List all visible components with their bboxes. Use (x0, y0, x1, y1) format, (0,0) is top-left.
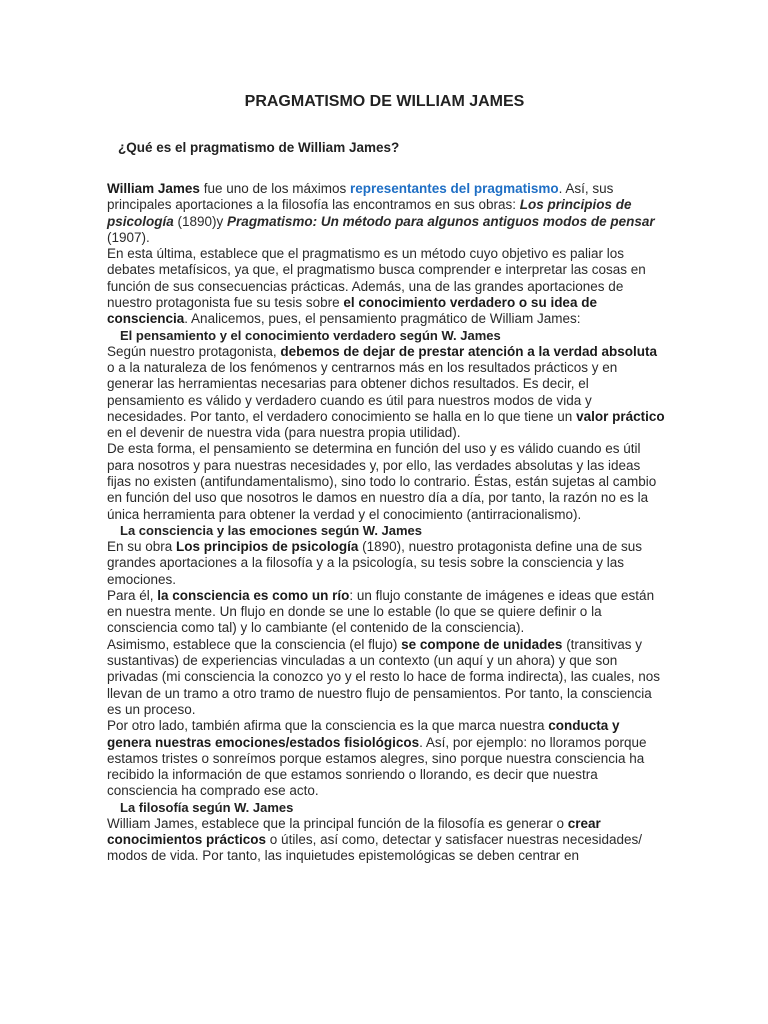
text-run: En su obra (107, 538, 177, 554)
bold-phrase: Los principios de psicología (176, 538, 359, 554)
author-name: William James (107, 181, 200, 196)
text-run: Según nuestro protagonista, (107, 343, 281, 359)
text-run: William James, establece que la principal función de la filosofía es generar o (107, 815, 568, 831)
text-run: Por otro lado, también afirma que la consciencia es la que marca nuestra (107, 718, 549, 734)
text-run: : un flujo constante de imágenes e ideas que están en nuestra mente. Un flujo en donde se une lo estable (lo que se quiere definir o la consciencia como tal) y lo cambiante (el contenido de la consciencia). (107, 587, 655, 636)
intro-paragraph-2 (107, 246, 667, 327)
text-run: . Así, por ejemplo: no lloramos porque estamos tristes o sonreímos porque estamos alegres, sino porque nuestra consciencia ha recibido la información de que estamos sonriendo o llorando, es decir que nuestra consciencia ha comprado ese acto. (107, 734, 647, 799)
text-run: . Así, sus principales aportaciones a la filosofía las encontramos en sus obras: (107, 181, 614, 213)
text-run: En esta última, establece que el pragmatismo es un método cuyo objetivo es paliar los debates metafísicos, ya que, el pragmatismo busca comprender e interpretar las cosas en función de sus consecuencias prácticas. Además, una de las grandes aportaciones de nuestro protagonista fue su tesis sobre (107, 246, 646, 311)
section-2-paragraph-1 (107, 539, 667, 588)
text-run: en el devenir de nuestra vida (para nuestra propia utilidad). (107, 425, 461, 441)
text-run: (transitivas y sustantivas) de experiencias vinculadas a un contexto (un aquí y un ahora) y que son privadas (mi consciencia la conozco yo y el resto lo hace de forma indirecta), las cuales, nos llevan de un tramo a otro tramo de nuestro flujo de pensamientos. Por tanto, la consciencia es un proceso. (107, 636, 661, 717)
book-title-2: Pragmatismo: Un método para algunos antiguos modos de pensar (227, 213, 655, 229)
bold-phrase: crear conocimientos prácticos (107, 815, 601, 847)
intro-paragraph-1 (107, 181, 667, 246)
text-run: Asimismo, establece que la consciencia (el flujo) (107, 636, 402, 652)
text-run: (1890)y (173, 213, 228, 229)
question-heading: ¿Qué es el pragmatismo de William James? (118, 140, 400, 155)
bold-phrase: valor práctico (576, 408, 665, 424)
section-2-paragraph-3 (107, 637, 667, 718)
section-1-heading: El pensamiento y el conocimiento verdadero según W. James (120, 327, 501, 343)
section-2-paragraph-2 (107, 588, 667, 637)
document-body (107, 181, 667, 865)
book-title-1: Los principios de psicología (107, 197, 632, 229)
bold-phrase: se compone de unidades (401, 636, 563, 652)
bold-phrase: el conocimiento verdadero o su idea de consciencia (107, 295, 597, 327)
section-3-paragraph-1 (107, 816, 667, 865)
section-2-paragraph-4 (107, 718, 667, 799)
section-1-paragraph-1 (107, 344, 667, 442)
text-run: fue uno de los máximos (199, 181, 351, 196)
text-run: Para él, (107, 587, 158, 603)
section-2-heading: La consciencia y las emociones según W. James (120, 522, 423, 538)
bold-phrase: conducta y genera nuestras emociones/estados fisiológicos (107, 718, 620, 750)
pragmatism-link[interactable]: representantes del pragmatismo (350, 181, 559, 196)
text-run: . Analicemos, pues, el pensamiento pragmático de William James: (184, 311, 581, 327)
section-3-heading: La filosofía según W. James (120, 799, 294, 815)
text-run: (1890), nuestro protagonista define una de sus grandes aportaciones a la filosofía y a la psicología, su tesis sobre la consciencia y las emociones. (107, 538, 643, 587)
text-run: (1907). (107, 229, 150, 245)
bold-phrase: debemos de dejar de prestar atención a la verdad absoluta (280, 343, 658, 359)
text-run: o a la naturaleza de los fenómenos y centrarnos más en los resultados prácticos y en generar las herramientas necesarias para obtener dichos resultados. Es decir, el pensamiento es válido y verdadero cuando es útil para nuestros modos de vida y necesidades. Por tanto, el verdadero conocimiento se halla en lo que tiene un (107, 359, 618, 424)
bold-phrase: la consciencia es como un río (157, 587, 350, 603)
text-run: o útiles, así como, detectar y satisfacer nuestras necesidades/ modos de vida. Por tanto, las inquietudes epistemológicas se deben centrar en (107, 831, 642, 864)
section-1-paragraph-2: De esta forma, el pensamiento se determina en función del uso y es válido cuando es útil para nosotros y para nuestras necesidades y, por ello, las verdades absolutas y las ideas fijas no existen (antifundamentalismo), sino todo lo contrario. Éstas, están sujetas al cambio en función del uso que nosotros le damos en nuestro día a día, por tanto, la razón no es la única herramienta para obtener la verdad y el conocimiento (antirracionalismo). (107, 441, 657, 522)
document-title: PRAGMATISMO DE WILLIAM JAMES (244, 93, 525, 110)
